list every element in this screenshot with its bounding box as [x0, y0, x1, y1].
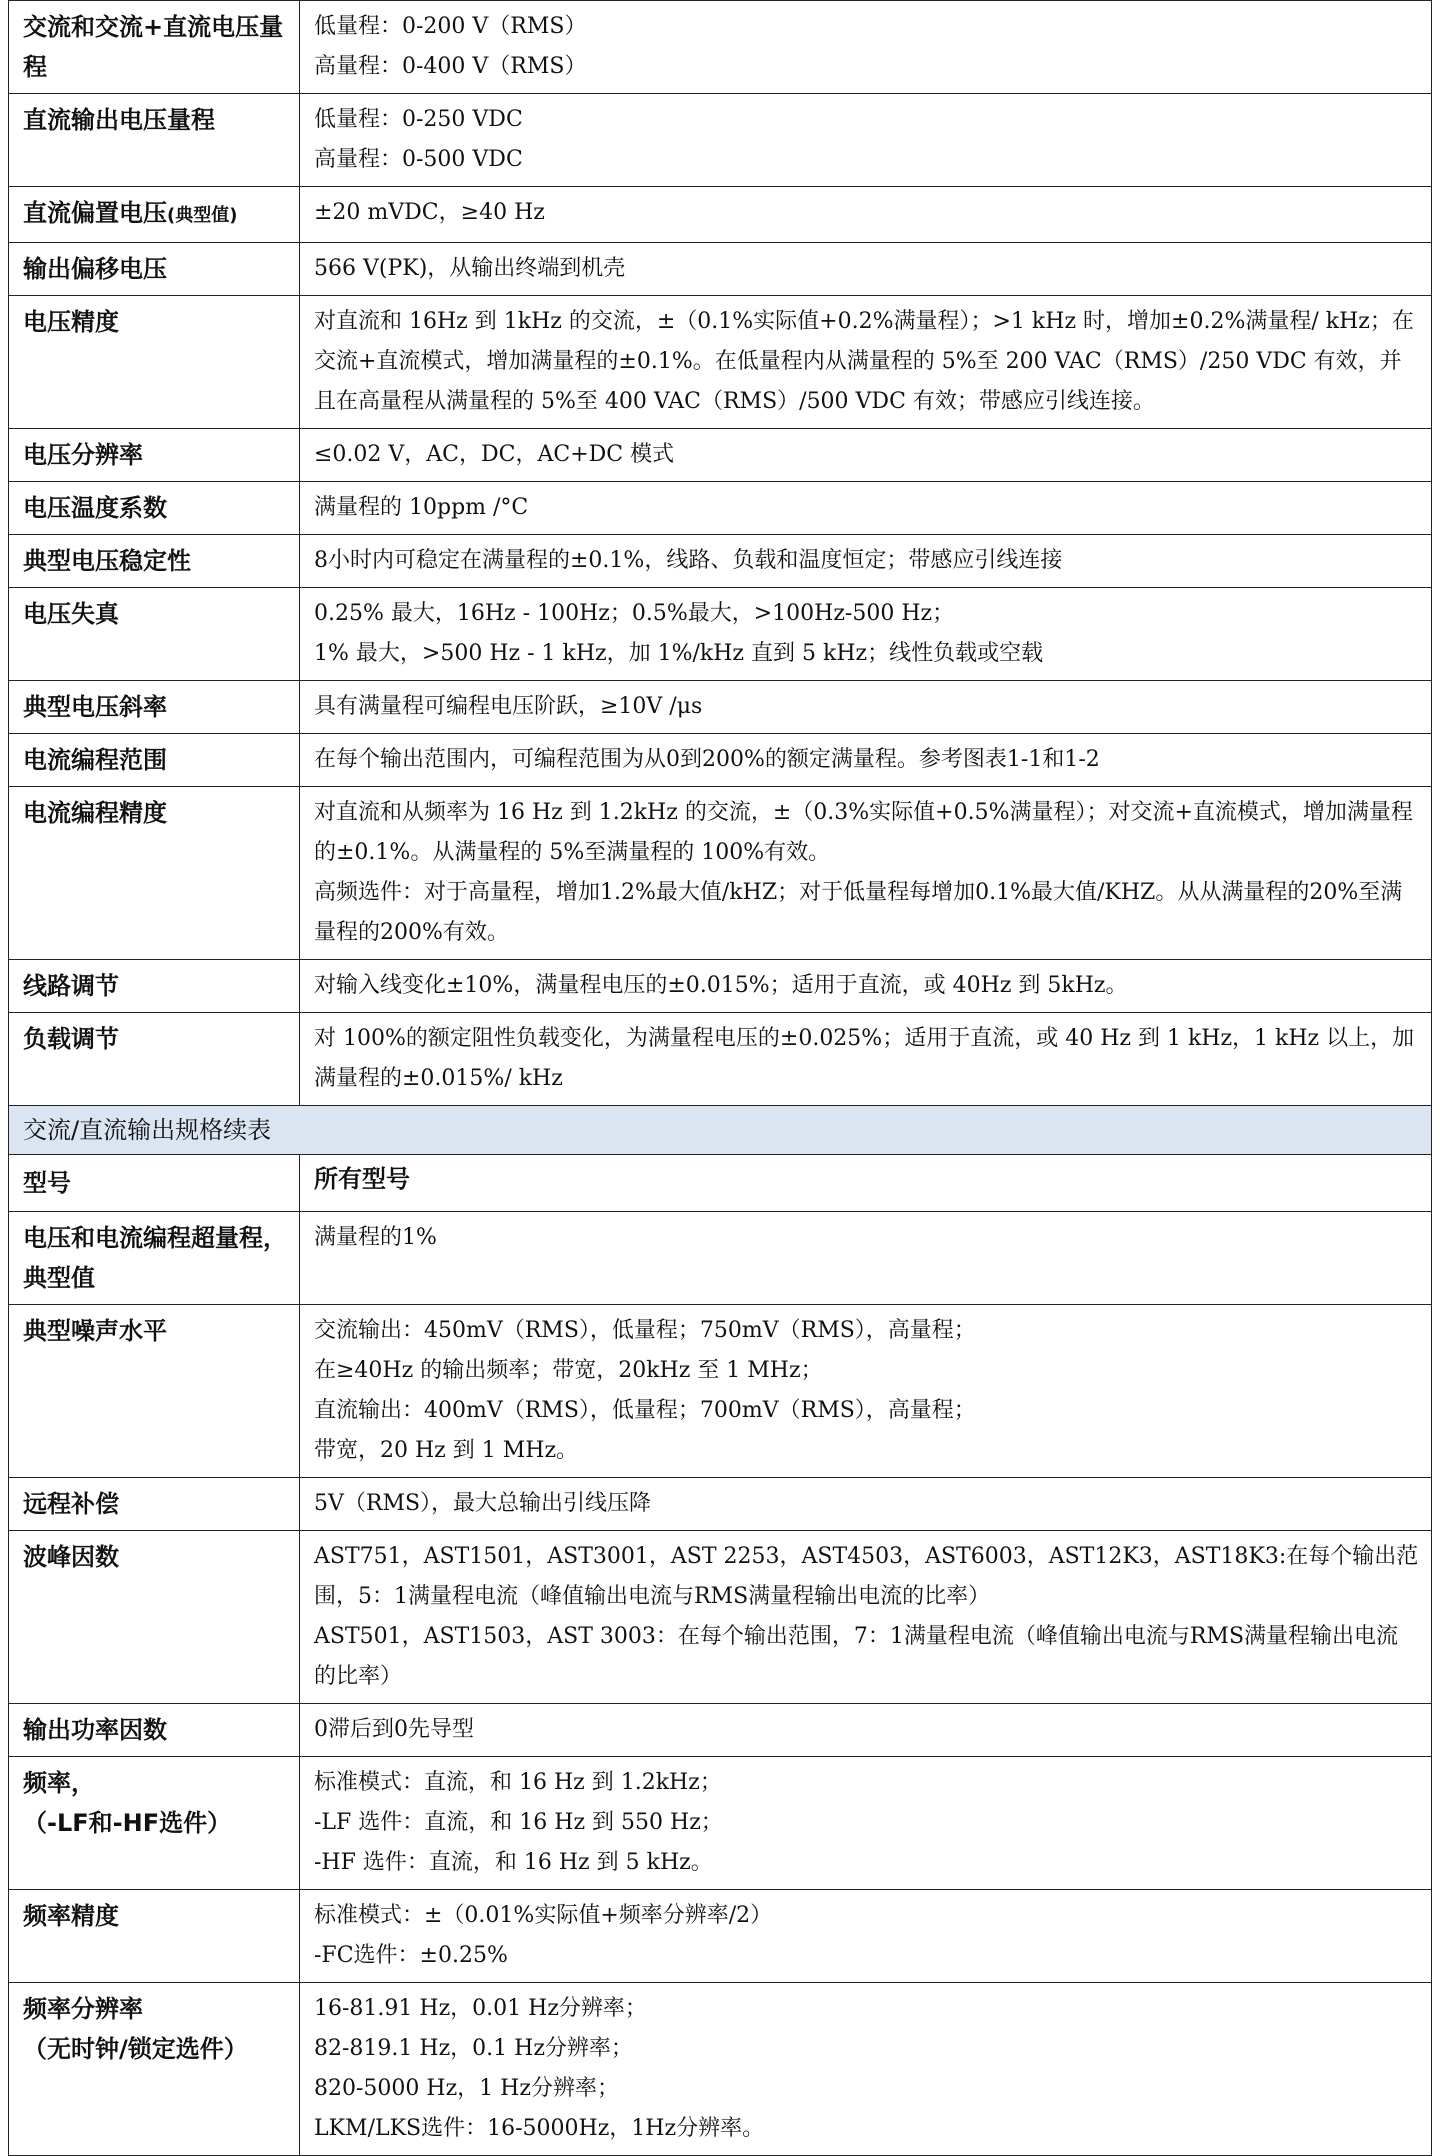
spec-value-line: 标准模式：直流，和 16 Hz 到 1.2kHz；: [314, 1770, 722, 1795]
spec-row: [9, 482, 1432, 535]
spec-value-line: 对直流和从频率为 16 Hz 到 1.2kHz 的交流，±（0.3%实际值+0.5%满量程）；对交流+直流模式，增加满量程的±0.1%。从满量程的 5%至满量程的 100%有效。: [314, 800, 1413, 865]
spec-label: [9, 296, 300, 429]
spec-label-text: 电压温度系数: [23, 494, 167, 522]
spec-value: [300, 1305, 1432, 1478]
spec-label: [9, 960, 300, 1013]
spec-row: [9, 588, 1432, 681]
model-row: [9, 1155, 1432, 1212]
spec-value: [300, 1212, 1432, 1305]
spec-label: [9, 1305, 300, 1478]
spec-row: [9, 787, 1432, 960]
spec-label-text: 频率精度: [23, 1902, 119, 1930]
spec-value: [300, 588, 1432, 681]
spec-row: [9, 1983, 1432, 2156]
spec-value: [300, 535, 1432, 588]
spec-value-line: 8小时内可稳定在满量程的±0.1%，线路、负载和温度恒定；带感应引线连接: [314, 548, 1063, 573]
spec-value-line: ±20 mVDC，≥40 Hz: [314, 200, 545, 225]
spec-value-line: 高量程：0-500 VDC: [314, 147, 523, 172]
spec-label: [9, 1890, 300, 1983]
spec-label: [9, 187, 300, 243]
spec-value-line: 0滞后到0先导型: [314, 1717, 474, 1742]
spec-label-text: 线路调节: [23, 972, 119, 1000]
spec-value-line: 带宽，20 Hz 到 1 MHz。: [314, 1438, 579, 1463]
spec-table: [8, 0, 1432, 2156]
spec-value-line: 高量程：0-400 V（RMS）: [314, 54, 587, 79]
spec-label-text: 电压分辨率: [23, 441, 143, 469]
spec-row: [9, 535, 1432, 588]
spec-row: [9, 1704, 1432, 1757]
spec-label-text: 负载调节: [23, 1025, 119, 1053]
spec-label: [9, 1757, 300, 1890]
spec-value-line: -HF 选件：直流，和 16 Hz 到 5 kHz。: [314, 1850, 713, 1875]
spec-value: [300, 1983, 1432, 2156]
spec-value-line: 高频选件：对于高量程，增加1.2%最大值/kHZ；对于低量程每增加0.1%最大值/KHZ。从从满量程的20%至满量程的200%有效。: [314, 880, 1403, 945]
spec-label: [9, 535, 300, 588]
spec-label-text: 直流输出电压量程: [23, 106, 215, 134]
spec-label-text: 频率分辨率: [23, 1995, 143, 2023]
spec-label: [9, 1478, 300, 1531]
spec-value: [300, 1013, 1432, 1106]
spec-value-line: 16-81.91 Hz，0.01 Hz分辨率；: [314, 1996, 647, 2021]
model-label: 型号: [9, 1155, 300, 1212]
spec-row: [9, 734, 1432, 787]
spec-label: [9, 482, 300, 535]
spec-label: [9, 1531, 300, 1704]
spec-label-text: 输出功率因数: [23, 1716, 167, 1744]
spec-value-line: 在≥40Hz 的输出频率；带宽，20kHz 至 1 MHz；: [314, 1358, 823, 1383]
spec-row: [9, 187, 1432, 243]
spec-value-line: -FC选件：±0.25%: [314, 1943, 508, 1968]
spec-value: [300, 1704, 1432, 1757]
spec-label: [9, 681, 300, 734]
spec-sheet: [8, 0, 1432, 2156]
spec-row: [9, 1212, 1432, 1305]
spec-value-line: 对输入线变化±10%，满量程电压的±0.015%；适用于直流，或 40Hz 到 5kHz。: [314, 973, 1128, 998]
spec-label: [9, 429, 300, 482]
spec-value-line: 1% 最大，>500 Hz - 1 kHz，加 1%/kHz 直到 5 kHz；线性负载或空载: [314, 641, 1044, 666]
spec-row: [9, 243, 1432, 296]
spec-value: [300, 1, 1432, 94]
spec-value: [300, 787, 1432, 960]
spec-value-line: 对直流和 16Hz 到 1kHz 的交流，±（0.1%实际值+0.2%满量程）；>1 kHz 时，增加±0.2%满量程/ kHz；在交流+直流模式，增加满量程的±0.1%。在低量程内从满量程的 5%至 200 VAC（RMS）/250 VDC 有效，并且在高量程从满量程的 5%至 400 VAC（RMS）/500 VDC 有效；带感应引线连接。: [314, 309, 1414, 414]
spec-label-note: (典型值): [167, 205, 238, 226]
spec-value-line: 满量程的 10ppm /°C: [314, 495, 529, 520]
spec-label: [9, 1704, 300, 1757]
spec-label-text: 电压精度: [23, 308, 119, 336]
spec-label-text: 电压和电流编程超量程，典型值: [23, 1224, 287, 1292]
section-header-row: [9, 1106, 1432, 1155]
spec-value: [300, 482, 1432, 535]
spec-value-line: 低量程：0-200 V（RMS）: [314, 14, 587, 39]
spec-row: [9, 94, 1432, 187]
spec-value: [300, 1757, 1432, 1890]
spec-row: [9, 1305, 1432, 1478]
spec-label: [9, 1013, 300, 1106]
spec-row: [9, 1478, 1432, 1531]
spec-value-line: 直流输出：400mV（RMS），低量程；700mV（RMS），高量程；: [314, 1398, 976, 1423]
spec-value-line: 82-819.1 Hz，0.1 Hz分辨率；: [314, 2036, 633, 2061]
spec-row: [9, 1, 1432, 94]
spec-value-line: AST751，AST1501，AST3001，AST 2253，AST4503，AST6003，AST12K3，AST18K3:在每个输出范围，5：1满量程电流（峰值输出电流与RMS满量程输出电流的比率）: [314, 1544, 1419, 1609]
spec-value-line: 在每个输出范围内，可编程范围为从0到200%的额定满量程。参考图表1-1和1-2: [314, 747, 1100, 772]
spec-value-line: 具有满量程可编程电压阶跃，≥10V /μs: [314, 694, 703, 719]
spec-label: [9, 787, 300, 960]
spec-value-line: -LF 选件：直流，和 16 Hz 到 550 Hz；: [314, 1810, 723, 1835]
spec-row: [9, 1757, 1432, 1890]
spec-value-line: 满量程的1%: [314, 1225, 437, 1250]
spec-row: [9, 1013, 1432, 1106]
spec-value: [300, 734, 1432, 787]
spec-value: [300, 243, 1432, 296]
spec-value: [300, 94, 1432, 187]
spec-label-subtext: （-LF和-HF选件）: [23, 1809, 232, 1837]
spec-row: [9, 429, 1432, 482]
spec-label: [9, 1212, 300, 1305]
spec-row: [9, 681, 1432, 734]
spec-label-text: 电流编程精度: [23, 799, 167, 827]
spec-label-text: 电压失真: [23, 600, 119, 628]
spec-value-line: AST501，AST1503，AST 3003：在每个输出范围，7：1满量程电流（峰值输出电流与RMS满量程输出电流的比率）: [314, 1624, 1399, 1689]
spec-value-line: 0.25% 最大，16Hz - 100Hz；0.5%最大，>100Hz-500 Hz；: [314, 601, 955, 626]
spec-label: [9, 588, 300, 681]
spec-row: [9, 1890, 1432, 1983]
spec-value: [300, 960, 1432, 1013]
spec-value-line: 低量程：0-250 VDC: [314, 107, 523, 132]
spec-value-line: LKM/LKS选件：16-5000Hz，1Hz分辨率。: [314, 2116, 765, 2141]
spec-label: [9, 1983, 300, 2156]
spec-value: [300, 429, 1432, 482]
spec-row: [9, 296, 1432, 429]
spec-value: [300, 1531, 1432, 1704]
spec-value: [300, 1890, 1432, 1983]
spec-label: [9, 243, 300, 296]
spec-label-subtext: （无时钟/锁定选件）: [23, 2035, 248, 2063]
spec-row: [9, 1531, 1432, 1704]
spec-value: [300, 187, 1432, 243]
spec-label: [9, 734, 300, 787]
spec-label-text: 典型电压斜率: [23, 693, 167, 721]
spec-value-line: 标准模式：±（0.01%实际值+频率分辨率/2）: [314, 1903, 773, 1928]
spec-value-line: 566 V(PK)，从输出终端到机壳: [314, 256, 626, 281]
spec-label-text: 直流偏置电压: [23, 199, 167, 227]
spec-row: [9, 960, 1432, 1013]
spec-label-text: 远程补偿: [23, 1490, 119, 1518]
spec-value-line: 交流输出：450mV（RMS），低量程；750mV（RMS），高量程；: [314, 1318, 976, 1343]
spec-value-line: 820-5000 Hz，1 Hz分辨率；: [314, 2076, 619, 2101]
spec-value-line: 对 100%的额定阻性负载变化，为满量程电压的±0.025%；适用于直流，或 40 Hz 到 1 kHz，1 kHz 以上，加满量程的±0.015%/ kHz: [314, 1026, 1415, 1091]
model-value: 所有型号: [300, 1155, 1432, 1212]
spec-value: [300, 1478, 1432, 1531]
spec-label: [9, 94, 300, 187]
spec-label-text: 频率，: [23, 1769, 95, 1797]
spec-label-text: 波峰因数: [23, 1543, 119, 1571]
spec-label-text: 典型电压稳定性: [23, 547, 191, 575]
section-title: 交流/直流输出规格续表: [9, 1106, 1432, 1155]
spec-label-text: 输出偏移电压: [23, 255, 167, 283]
spec-value-line: ≤0.02 V，AC，DC，AC+DC 模式: [314, 442, 675, 467]
spec-label-text: 电流编程范围: [23, 746, 167, 774]
spec-label: [9, 1, 300, 94]
spec-value: [300, 296, 1432, 429]
spec-label-text: 典型噪声水平: [23, 1317, 167, 1345]
spec-label-text: 交流和交流+直流电压量程: [23, 13, 284, 81]
spec-value: [300, 681, 1432, 734]
spec-value-line: 5V（RMS），最大总输出引线压降: [314, 1491, 652, 1516]
